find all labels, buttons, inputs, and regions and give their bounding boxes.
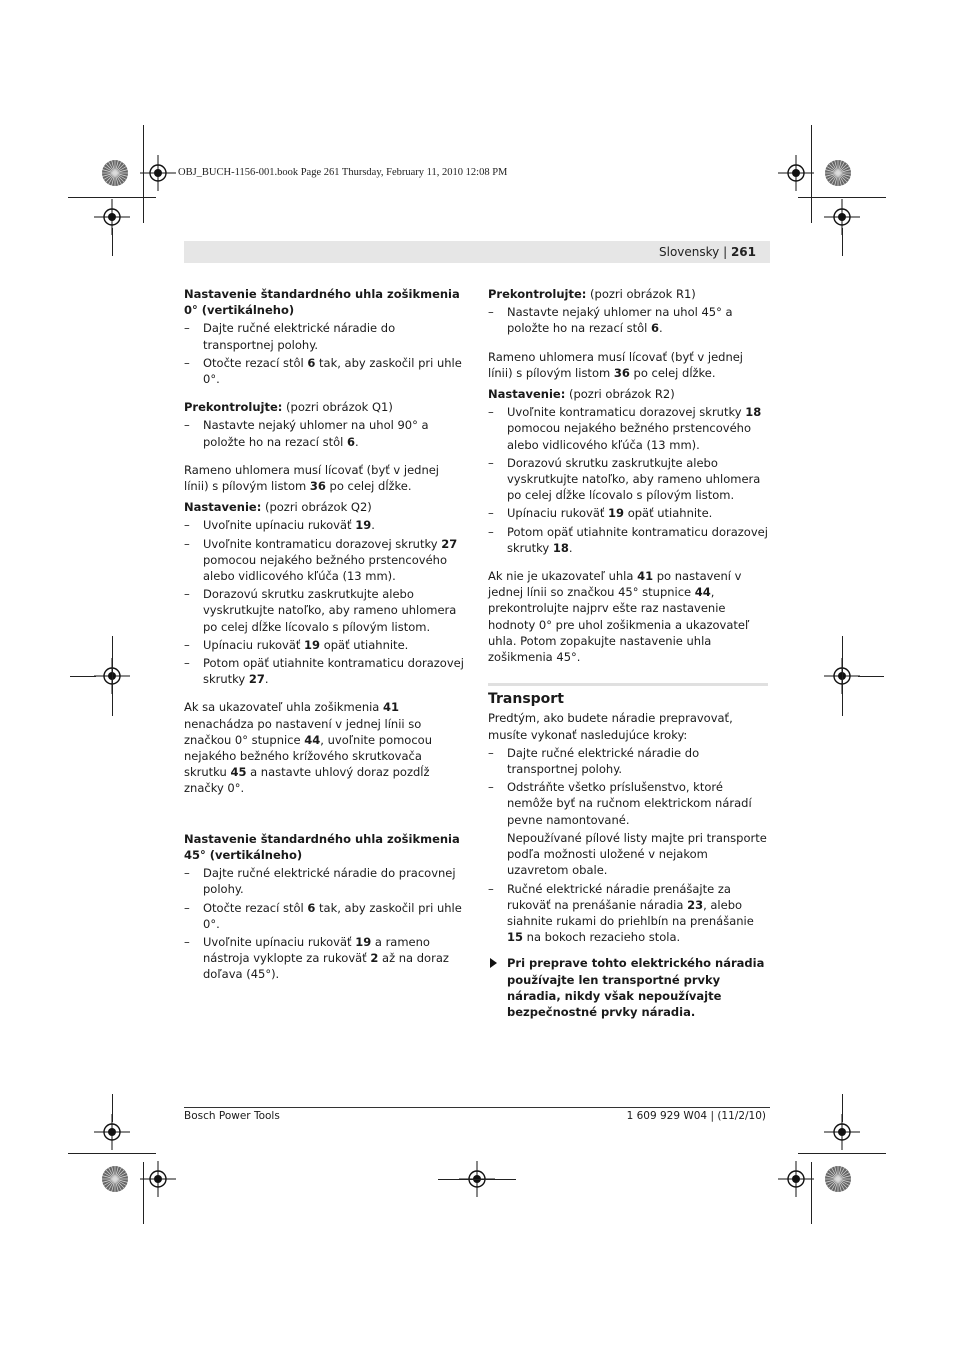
crop-line [143,1162,144,1224]
footer-code: 1 609 929 W04 | (11/2/10) [626,1110,766,1122]
crop-line [112,1094,113,1122]
part-number: 18 [745,405,762,420]
check1-paragraph [184,462,464,494]
check-ref: (pozri obrázok R1) [586,287,696,301]
transport-note: Nepoužívané pílové listy majte pri transporte podľa možnosti uložené v nejakom uzavretom obale. [507,830,767,878]
list-item [488,881,768,946]
check-label: Prekontrolujte: [184,400,283,415]
section-divider [488,683,768,686]
footer-brand: Bosch Power Tools [184,1110,280,1122]
left-column [184,286,464,985]
page-header [184,241,770,263]
crop-line [68,197,156,198]
file-slug: OBJ_BUCH-1156-001.book Page 261 Thursday, February 11, 2010 12:08 PM [178,167,508,178]
list-item [184,637,464,653]
crop-line [811,125,812,223]
list-check2 [488,304,768,336]
text-run: Upínaciu rukoväť [203,637,305,652]
header-page-number: 261 [730,245,756,259]
text-run: tak, aby zaskočil pri uhle 0°. [203,900,462,931]
crop-line [438,1179,516,1180]
crosshair-icon [138,1159,178,1199]
crop-line [842,1094,843,1122]
text-run: . [355,434,359,449]
part-number: 6 [651,321,660,336]
list-item [184,355,464,387]
list-set1 [184,517,464,687]
text-run: Potom opäť utiahnite kontramaticu dorazovej skrutky [507,524,768,555]
crop-line [842,636,843,716]
list-item: – Dorazovú skrutku zaskrutkujte alebo vyskrutkujte natoľko, aby rameno uhlomera po celej dĺžke lícovalo s pílovým listom. [488,455,768,504]
part-number: 6 [347,434,356,449]
text-run: , prekontrolujte najprv ešte raz nastavenie hodnoty 0° pre uhol zošikmenia a ukazovateľ uhla. Potom zopakujte nastavenie uhla zošikmenia 45°. [488,585,750,665]
list-item: – Dajte ručné elektrické náradie do transportnej polohy. [488,745,768,777]
text-run: na bokoch rezacieho stola. [523,930,681,945]
header-separator: | [719,245,731,259]
part-number: 45 [230,765,247,780]
check-ref: (pozri obrázok Q1) [282,400,393,415]
list-item [184,517,464,533]
list-item [184,655,464,687]
text-run: , uvoľnite pomocou nejakého bežného krížového skrutkovača skrutku [184,732,432,780]
list-check1 [184,417,464,449]
part-number: 44 [304,732,321,747]
list-set2 [488,404,768,556]
list-item [488,304,768,336]
warning-text: Pri preprave tohto elektrického náradia používajte len transportné prvky náradia, nikdy však nepoužívajte bezpečnostné prvky náradia. [507,956,765,1019]
text-run: a rameno nástroja vyklopte za rukoväť [203,934,430,966]
crosshair-icon [776,1159,816,1199]
crop-line [842,228,843,256]
part-number: 27 [441,536,458,551]
safety-warning [488,955,768,1020]
crosshair-icon [138,153,178,193]
set-label: Nastavenie: [184,500,262,515]
crop-line [112,636,113,716]
list-item [184,934,464,983]
list-item [184,417,464,449]
color-bar-icon [100,158,130,188]
list-item [488,404,768,453]
header-text [659,245,756,259]
section-title-transport: Transport [488,691,564,708]
list-item: – Dorazovú skrutku zaskrutkujte alebo vyskrutkujte natoľko, aby rameno uhlomera po celej dĺžke lícovalo s pílovým listom. [184,586,464,635]
part-number: 44 [694,585,711,600]
check-q1-line [184,399,464,415]
part-number: 36 [309,479,326,494]
text-run: Nastavte nejaký uhlomer na uhol 90° a položte ho na rezací stôl [203,418,429,449]
crop-line [811,1162,812,1224]
list-transport-last [488,881,768,946]
part-number: 19 [304,637,321,652]
list-item [488,524,768,556]
list-item [488,505,768,521]
text-run: . [264,672,269,687]
text-run: Otočte rezací stôl [203,355,308,370]
set-ref: (pozri obrázok R2) [565,387,675,402]
crop-line [858,676,884,677]
list-item: – Dajte ručné elektrické náradie do transportnej polohy. [184,320,464,352]
list-item: – Odstráňte všetko príslušenstvo, ktoré nemôže byť na ručnom elektrickom náradí pevne namontované. [488,779,768,828]
text-run: , alebo siahnite rukami do priehlbín na prenášanie [507,897,754,928]
part-number: 19 [355,518,372,533]
footer-rule [184,1107,770,1108]
color-bar-icon [823,1164,853,1194]
text-run: Ak sa ukazovateľ uhla zošikmenia [184,700,384,715]
color-bar-icon [100,1164,130,1194]
set-q2-line [184,499,464,515]
list-sec1 [184,320,464,387]
part-number: 19 [608,506,625,521]
crop-line [798,1153,886,1154]
header-language: Slovensky [659,245,720,259]
part-number: 23 [687,897,704,912]
part-number: 36 [613,365,630,380]
color-bar-icon [823,158,853,188]
text-run: Ručné elektrické náradie prenášajte za rukoväť na prenášanie náradia [507,881,731,912]
part-number: 6 [307,355,316,370]
text-run: nenachádza po nastavení v jednej línii so značkou 0° stupnice [184,716,422,747]
text-run: Otočte rezací stôl [203,900,308,915]
text-run: po celej dĺžke. [629,365,716,380]
crop-line [798,197,886,198]
section-title-0deg: Nastavenie štandardného uhla zošikmenia 0° (vertikálneho) [184,287,460,318]
crop-line [68,1153,156,1154]
text-run: . [371,518,375,533]
crosshair-icon [776,153,816,193]
crop-line [112,228,113,256]
text-run: po nastavení v jednej línii so značkou 45° stupnice [488,569,742,600]
text-run: Upínaciu rukoväť [507,506,609,521]
part-number: 18 [552,540,569,555]
list-item: – Dajte ručné elektrické náradie do pracovnej polohy. [184,865,464,897]
text-run: Uvoľnite kontramaticu dorazovej skrutky [203,536,442,551]
text-run: pomocou nejakého bežného prstencového alebo vidlicového kľúča (13 mm). [203,552,447,584]
text-run: Uvoľnite upínaciu rukoväť [203,934,356,949]
list-sec2 [184,865,464,982]
part-number: 6 [307,900,316,915]
list-transport [488,745,768,828]
paragraph-pointer-0 [184,699,464,796]
text-run: . [568,540,573,555]
check-r1-line [488,286,768,302]
text-run: Nastavte nejaký uhlomer na uhol 45° a položte ho na rezací stôl [507,305,733,336]
warning-arrow-icon [490,958,497,968]
set-r2-line [488,386,768,402]
check-label: Prekontrolujte: [488,287,587,301]
text-run: až na doraz doľava (45°). [203,951,449,982]
right-column [488,286,768,1020]
text-run: Potom opäť utiahnite kontramaticu dorazovej skrutky [203,656,464,687]
text-run: Uvoľnite kontramaticu dorazovej skrutky [507,405,746,420]
text-run: tak, aby zaskočil pri uhle 0°. [203,355,462,387]
transport-intro: Predtým, ako budete náradie prepravovať, musíte vykonať nasledujúce kroky: [488,711,733,742]
check2-paragraph [488,349,768,381]
paragraph-pointer-45 [488,568,768,665]
part-number: 2 [370,951,379,966]
list-item [184,900,464,932]
list-item [184,536,464,585]
crop-line [70,676,96,677]
part-number: 27 [248,672,265,687]
crop-line [143,125,144,223]
text-run: pomocou nejakého bežného prstencového alebo vidlicového kľúča (13 mm). [507,421,751,452]
part-number: 15 [507,930,524,945]
text-run: opäť utiahnite. [320,637,409,652]
text-run: a nastavte uhlový doraz pozdĺž značky 0°. [184,765,430,796]
text-run: . [659,321,663,336]
part-number: 41 [637,569,654,584]
text-run: Rameno uhlomera musí lícovať (byť v jednej línii) s pílovým listom [488,349,744,380]
set-label: Nastavenie: [488,387,566,402]
text-run: opäť utiahnite. [624,506,713,521]
text-run: Rameno uhlomera musí lícovať (byť v jednej línii) s pílovým listom [184,462,440,494]
text-run: Uvoľnite upínaciu rukoväť [203,518,356,533]
part-number: 19 [355,934,372,949]
set-ref: (pozri obrázok Q2) [261,500,372,515]
text-run: Ak nie je ukazovateľ uhla [488,569,638,584]
part-number: 41 [383,700,400,715]
section-title-45deg: Nastavenie štandardného uhla zošikmenia 45° (vertikálneho) [184,831,460,862]
text-run: po celej dĺžke. [325,479,412,494]
